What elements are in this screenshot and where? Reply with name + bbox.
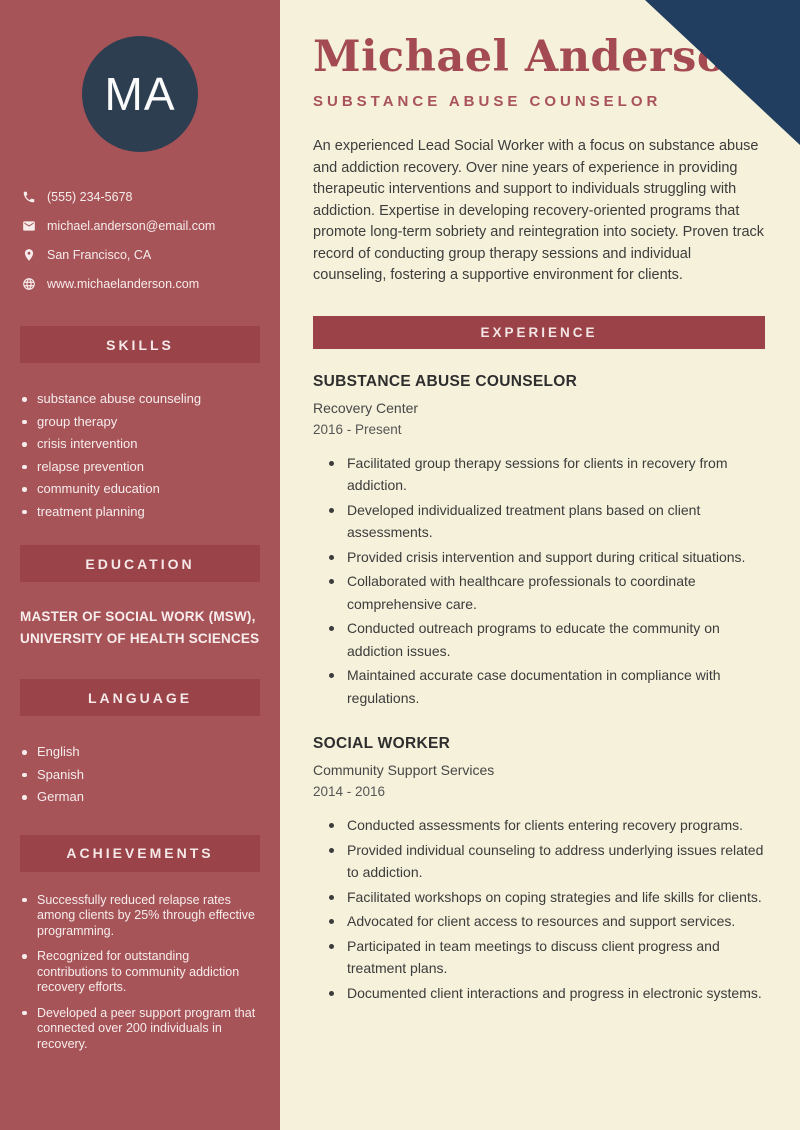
job-title: SOCIAL WORKER xyxy=(313,735,451,753)
job-dates: 2014 - 2016 xyxy=(313,784,386,800)
avatar-initials: MA xyxy=(104,68,176,120)
contact-website xyxy=(22,269,280,298)
corner-triangle-decoration xyxy=(645,0,800,145)
job-bullet: Collaborated with healthcare professionals to coordinate comprehensive care. xyxy=(313,570,765,615)
language-list xyxy=(20,741,260,809)
skill-item: relapse prevention xyxy=(20,456,260,479)
job-bullet: Facilitated group therapy sessions for clients in recovery from addiction. xyxy=(313,452,765,497)
achievement-item: Recognized for outstanding contributions to community addiction recovery efforts. xyxy=(20,949,260,996)
job-entry-1 xyxy=(313,373,765,710)
skill-item: community education xyxy=(20,478,260,501)
contact-phone-text: (555) 234-5678 xyxy=(47,189,133,204)
contact-website-text: www.michaelanderson.com xyxy=(47,276,200,291)
contact-list xyxy=(22,182,280,298)
achievement-item: Successfully reduced relapse rates among clients by 25% through effective programming. xyxy=(20,893,260,940)
education-degree: MASTER OF SOCIAL WORK (MSW), UNIVERSITY OF HEALTH SCIENCES xyxy=(20,609,260,646)
resume-main xyxy=(280,0,800,1130)
job-bullet: Conducted assessments for clients entering recovery programs. xyxy=(313,814,765,837)
phone-icon xyxy=(22,190,36,204)
achievements-list xyxy=(20,893,260,1053)
job-bullet: Advocated for client access to resources and support services. xyxy=(313,910,765,933)
contact-location-text: San Francisco, CA xyxy=(47,247,152,262)
globe-icon xyxy=(22,277,36,291)
job-bullet: Provided crisis intervention and support during critical situations. xyxy=(313,546,765,569)
language-item: English xyxy=(20,741,260,764)
job-entry-2 xyxy=(313,735,765,1004)
skills-list xyxy=(20,388,260,523)
job-bullet: Conducted outreach programs to educate the community on addiction issues. xyxy=(313,617,765,662)
language-section-header: LANGUAGE xyxy=(20,679,260,716)
job-bullet: Provided individual counseling to address underlying issues related to addiction. xyxy=(313,839,765,884)
contact-email xyxy=(22,211,280,240)
email-icon xyxy=(22,219,36,233)
skill-item: crisis intervention xyxy=(20,433,260,456)
language-item: Spanish xyxy=(20,764,260,787)
summary-paragraph: An experienced Lead Social Worker with a focus on substance abuse and addiction recovery. Over nine years of experience in providing therapeutic interventions and support to individuals struggling with addiction. Expertise in developing recovery-oriented programs that promote long-term sobriety and reintegration into society. Proven track record of conducting group therapy sessions and individual counseling, fostering a supportive environment for clients. xyxy=(313,138,765,284)
job-dates: 2016 - Present xyxy=(313,421,402,437)
contact-phone xyxy=(22,182,280,211)
resume-sidebar xyxy=(0,0,280,1130)
job-bullet: Developed individualized treatment plans based on client assessments. xyxy=(313,499,765,544)
contact-location xyxy=(22,240,280,269)
job-bullet: Documented client interactions and progress in electronic systems. xyxy=(313,982,765,1005)
job-bullet: Facilitated workshops on coping strategies and life skills for clients. xyxy=(313,886,765,909)
achievement-item: Developed a peer support program that connected over 200 individuals in recovery. xyxy=(20,1006,260,1053)
job-title: SUBSTANCE ABUSE COUNSELOR xyxy=(313,372,578,390)
avatar xyxy=(82,36,198,152)
achievements-section-header: ACHIEVEMENTS xyxy=(20,835,260,872)
skills-section-header: SKILLS xyxy=(20,326,260,363)
skill-item: substance abuse counseling xyxy=(20,388,260,411)
person-job-title: SUBSTANCE ABUSE COUNSELOR xyxy=(313,93,662,111)
job-bullet-list xyxy=(313,814,765,1004)
experience-section-header: EXPERIENCE xyxy=(313,316,765,349)
job-bullet: Participated in team meetings to discuss client progress and treatment plans. xyxy=(313,935,765,980)
skill-item: group therapy xyxy=(20,411,260,434)
person-name: Michael Anderson xyxy=(313,32,758,82)
contact-email-text: michael.anderson@email.com xyxy=(47,218,216,233)
job-bullet-list xyxy=(313,452,765,710)
job-company: Community Support Services xyxy=(313,762,495,779)
language-item: German xyxy=(20,786,260,809)
job-company: Recovery Center xyxy=(313,399,419,416)
job-bullet: Maintained accurate case documentation in compliance with regulations. xyxy=(313,664,765,709)
location-icon xyxy=(22,248,36,262)
education-section-header: EDUCATION xyxy=(20,545,260,582)
skill-item: treatment planning xyxy=(20,501,260,524)
